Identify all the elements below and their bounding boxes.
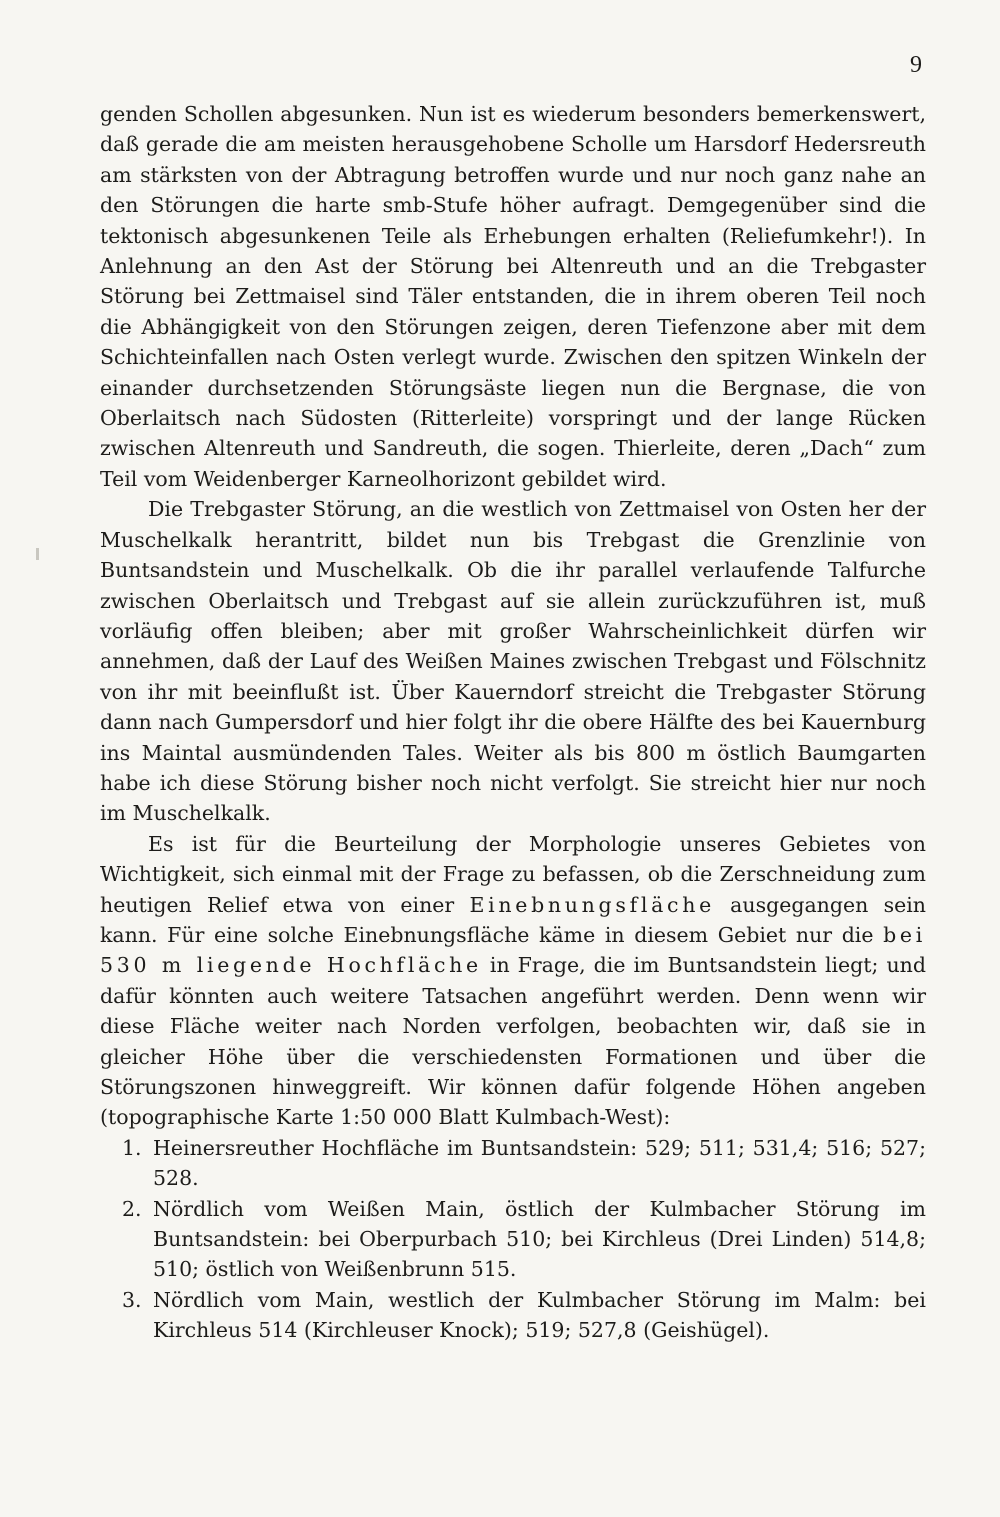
list-item xyxy=(100,1194,926,1285)
paragraph-1 xyxy=(100,99,926,494)
paragraph-text: Es ist für die Beurteilung der Morphologie unseres Gebietes von Wichtigkeit, sich einmal mit der Frage zu befassen, ob die Zerschneidung zum heutigen Relief etwa von einer xyxy=(100,831,926,917)
page-number: 9 xyxy=(910,52,922,78)
list-text: Nördlich vom Weißen Main, östlich der Kulmbacher Störung im Buntsandstein: bei Oberpurbach 510; bei Kirchleus (Drei Linden) 514,8; 510; östlich von Weißenbrunn 515. xyxy=(153,1196,926,1282)
list-number: 3. xyxy=(122,1287,142,1312)
list-number: 1. xyxy=(122,1135,142,1160)
paragraph-text: genden Schollen abgesunken. Nun ist es wiederum besonders bemerkenswert, daß gerade die am meisten herausgehobene Scholle um Harsdorf Hedersreuth am stärksten von der Abtragung betroffen wurde und nur noch ganz nahe an den Störungen die harte smb-Stufe höher aufragt. Demgegenüber sind die tektonisch abgesunkenen Teile als Erhebungen erhalten (Reliefumkehr!). In Anlehnung an den Ast der Störung bei Altenreuth und an die Trebgaster Störung bei Zettmaisel sind Täler entstanden, die in ihrem oberen Teil noch die Abhängigkeit von den Störungen zeigen, deren Tiefenzone aber mit dem Schichteinfallen nach Osten verlegt wurde. Zwischen den spitzen Winkeln der einander durchsetzenden Störungsäste liegen nun die Bergnase, die von Oberlaitsch nach Südosten (Ritterleite) vorspringt und der lange Rücken zwischen Altenreuth und Sandreuth, die sogen. Thierleite, deren „Dach“ zum Teil vom Weidenberger Karneolhorizont gebildet wird. xyxy=(100,102,926,491)
paragraph-text: Die Trebgaster Störung, an die westlich von Zettmaisel von Osten her der Muschelkalk herantritt, bildet nun bis Trebgast die Grenzlinie von Buntsandstein und Muschelkalk. Ob die ihr parallel verlaufende Talfurche zwischen Oberlaitsch und Trebgast auf sie allein zurückzuführen ist, muß vorläufig offen bleiben; aber mit großer Wahrscheinlichkeit dürfen wir annehmen, daß der Lauf des Weißen Maines zwischen Trebgast und Fölschnitz von ihr mit beeinflußt ist. Über Kauerndorf streicht die Trebgaster Störung dann nach Gumpersdorf und hier folgt ihr die obere Hälfte des bei Kauernburg ins Maintal ausmündenden Tales. Weiter als bis 800 m östlich Baumgarten habe ich diese Störung bisher noch nicht verfolgt. Sie streicht hier nur noch im Muschelkalk. xyxy=(100,497,926,826)
paragraph-text: ausgegangen sein kann. Für eine solche Einebnungsfläche käme in diesem Gebiet nur die xyxy=(100,892,926,947)
page-edge-mark xyxy=(36,548,39,560)
emphasized-term: Einebnungsfläche xyxy=(469,892,715,917)
list-number: 2. xyxy=(122,1196,142,1221)
paragraph-text: in Frage, die im Buntsandstein liegt; und dafür könnten auch weitere Tatsachen angeführt werden. Denn wenn wir diese Fläche weiter nach Norden verfolgen, beobachten wir, daß sie in gleicher Höhe über die verschiedensten Formationen und über die Störungszonen hinweggreift. Wir können dafür folgende Höhen angeben (topographische Karte 1:50 000 Blatt Kulmbach-West): xyxy=(100,953,926,1130)
elevation-list xyxy=(100,1133,926,1346)
paragraph-3 xyxy=(100,829,926,1133)
list-text: Heinersreuther Hochfläche im Buntsandstein: 529; 511; 531,4; 516; 527; 528. xyxy=(153,1135,926,1191)
emphasized-term: bei 530 m liegende Hochfläche xyxy=(100,922,926,978)
list-item xyxy=(100,1285,926,1346)
list-item xyxy=(100,1133,926,1194)
body-text xyxy=(100,99,926,1346)
paragraph-2 xyxy=(100,494,926,828)
list-text: Nördlich vom Main, westlich der Kulmbacher Störung im Malm: bei Kirchleus 514 (Kirchleuser Knock); 519; 527,8 (Geishügel). xyxy=(153,1287,926,1343)
